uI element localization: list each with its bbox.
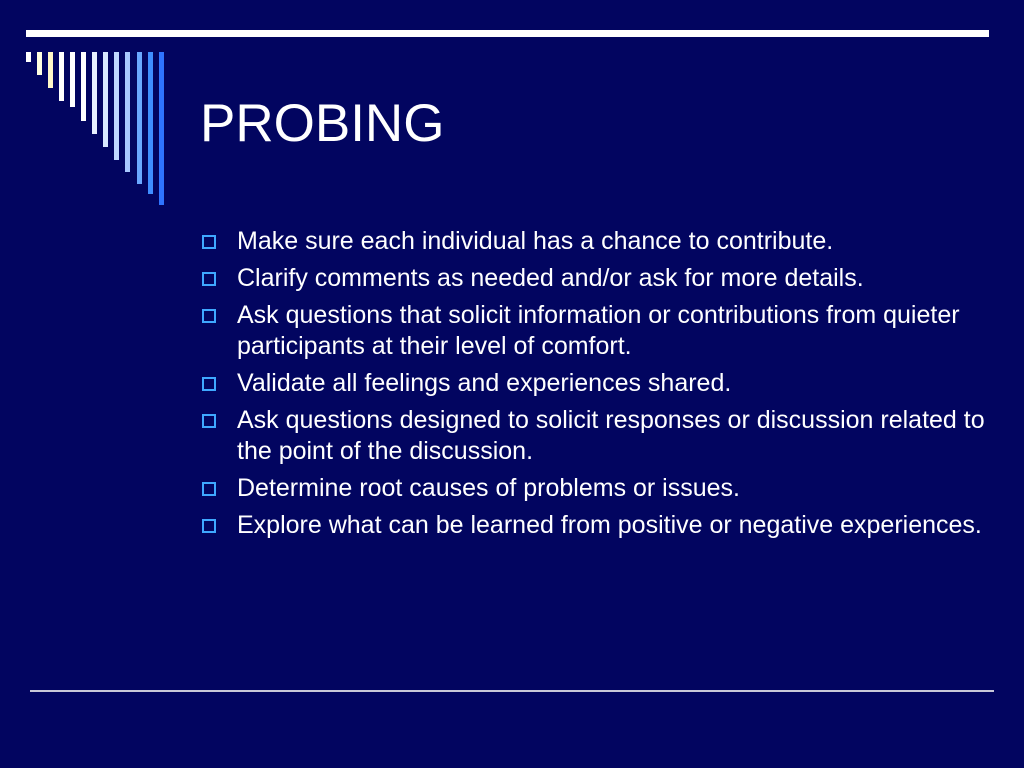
decorative-stripe	[26, 52, 31, 62]
decorative-stripe	[159, 52, 164, 205]
bullet-text: Validate all feelings and experiences shared.	[237, 369, 732, 397]
bullet-list	[200, 226, 990, 547]
square-bullet-icon	[202, 414, 216, 428]
square-bullet-icon	[202, 272, 216, 286]
bullet-text: Determine root causes of problems or issues.	[237, 474, 740, 502]
bullet-item	[200, 226, 990, 257]
bottom-rule	[30, 690, 994, 692]
decorative-stripe	[81, 52, 86, 121]
decorative-stripe	[148, 52, 153, 194]
top-rule	[26, 30, 989, 37]
bullet-text: Clarify comments as needed and/or ask for more details.	[237, 264, 864, 292]
decorative-stripe	[48, 52, 53, 88]
bullet-item	[200, 473, 990, 504]
decorative-stripe	[137, 52, 142, 184]
decorative-stripe	[125, 52, 130, 172]
bullet-item	[200, 263, 990, 294]
square-bullet-icon	[202, 519, 216, 533]
decorative-stripe	[70, 52, 75, 107]
bullet-item	[200, 510, 990, 541]
decorative-stripe	[92, 52, 97, 134]
decorative-stripe	[103, 52, 108, 147]
bullet-item	[200, 368, 990, 399]
square-bullet-icon	[202, 377, 216, 391]
bullet-item	[200, 300, 990, 362]
bullet-item	[200, 405, 990, 467]
square-bullet-icon	[202, 482, 216, 496]
bullet-text: Make sure each individual has a chance to contribute.	[237, 227, 834, 255]
square-bullet-icon	[202, 309, 216, 323]
square-bullet-icon	[202, 235, 216, 249]
slide-title: PROBING	[200, 94, 445, 153]
decorative-stripe	[59, 52, 64, 101]
bullet-text: Explore what can be learned from positive or negative experiences.	[237, 511, 982, 539]
bullet-text: Ask questions designed to solicit responses or discussion related to the point of the discussion.	[237, 406, 985, 465]
bullet-text: Ask questions that solicit information or contributions from quieter participants at their level of comfort.	[237, 301, 960, 360]
decorative-stripe	[37, 52, 42, 75]
decorative-stripe	[114, 52, 119, 160]
